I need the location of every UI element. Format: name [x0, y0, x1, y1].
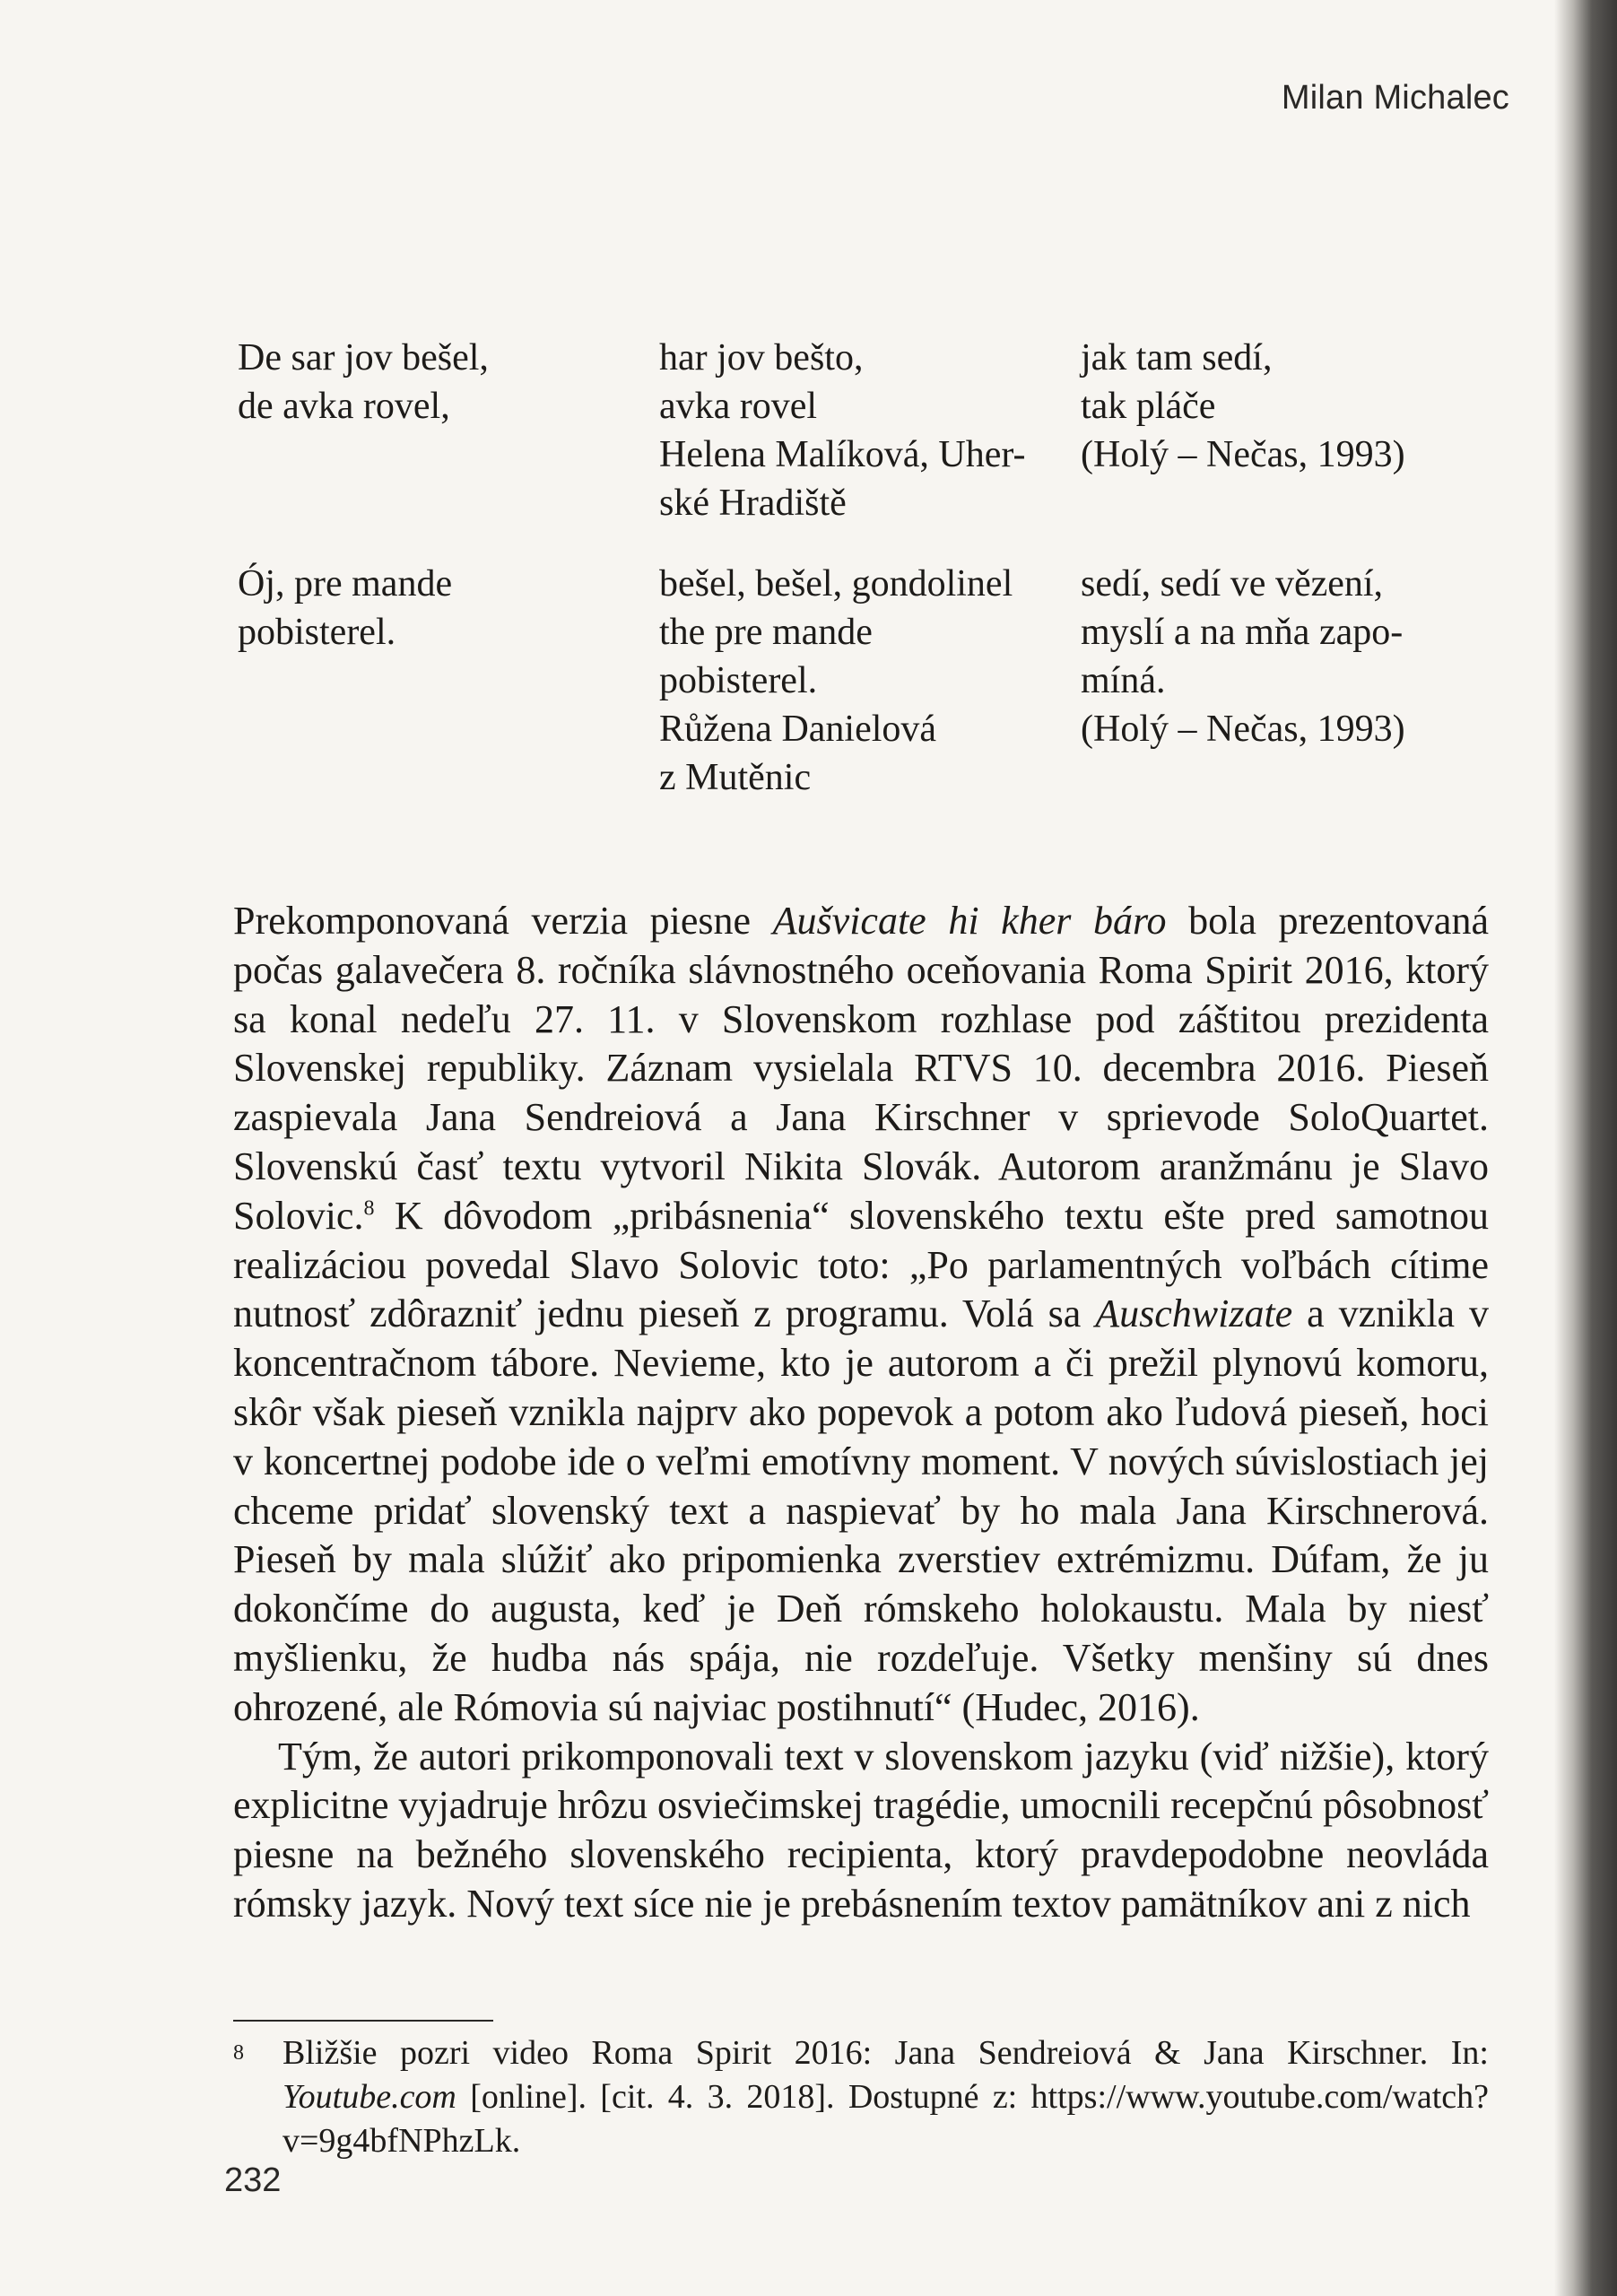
footnote-rule [233, 2020, 493, 2022]
poem-line: (Holý – Nečas, 1993) [1081, 434, 1405, 475]
poem-line: míná. [1081, 660, 1166, 701]
poem-line: sedí, sedí ve vězení, [1081, 563, 1384, 604]
page-number: 232 [224, 2161, 282, 2199]
poem-line: z Mutěnic [659, 757, 812, 798]
poem-line: tak pláče [1081, 386, 1216, 427]
poem-line: De sar jov bešel, [238, 337, 489, 378]
poem-line: Růžena Danielová [659, 709, 937, 750]
poem-line: jak tam sedí, [1081, 337, 1273, 378]
poem-line: bešel, bešel, gondolinel [659, 563, 1013, 604]
poem-column-translation [1081, 334, 1448, 527]
poem-stanza [238, 560, 1448, 802]
poem-column-romani [238, 334, 659, 527]
poem-table [238, 334, 1448, 834]
song-title: Aušvicate hi kher báro [772, 899, 1167, 943]
poem-column-variant [659, 334, 1081, 527]
footnote-mark: 8 [233, 2041, 244, 2065]
poem-line: Ój, pre mande [238, 563, 453, 604]
poem-stanza [238, 334, 1448, 527]
poem-line: avka rovel [659, 386, 818, 427]
poem-column-romani [238, 560, 659, 802]
poem-line: ské Hradiště [659, 483, 847, 524]
text-run: Prekomponovaná verzia piesne [233, 899, 773, 943]
paragraph [233, 897, 1489, 1733]
footnote-text [283, 2031, 1489, 2163]
poem-line: har jov bešto, [659, 337, 864, 378]
text-run: bola prezentovaná počas galavečera 8. ročníka slávnostného oceňovania Roma Spirit 2016, ktorý sa konal nedeľu 27. 11. v Slovenskom rozhlase pod záštitou prezidenta Slovenskej republiky. Záznam vysielala RTVS 10. decembra 2016. Pieseň zaspievala Jana Sendreiová a Jana Kirschner v sprievode SoloQuartet. Slovenskú časť textu vytvoril Nikita Slovák. Autorom aranžmánu je Slavo Solovic. [233, 899, 1489, 1238]
poem-column-translation [1081, 560, 1448, 802]
text-run: K dôvodom „pribásnenia“ slovenského textu ešte pred samotnou realizáciou povedal Slavo Solovic toto: „Po parlamentných voľbách cítime nutnosť zdôrazniť jednu pieseň z programu. Volá sa [233, 1193, 1489, 1336]
footnote [233, 2031, 1489, 2163]
text-run: [online]. [cit. 4. 3. 2018]. Dostupné z: https://www.youtube.com/watch?v=9g4bfNPhzLk. [283, 2078, 1489, 2160]
song-title: Auschwizate [1095, 1292, 1293, 1336]
poem-line: Helena Malíková, Uher- [659, 434, 1026, 475]
text-run: a vznikla v koncentračnom tábore. Nevieme, kto je autorom a či prežil plynovú komoru, skôr však pieseň vznikla najprv ako popevok a potom ako ľudová pieseň, hoci v koncertnej podobe ide o veľmi emotívny moment. V nových súvislostiach jej chceme pridať slovenský text a naspievať by ho mala Jana Kirschnerová. Pieseň by mala slúžiť ako pripomienka zverstiev extrémizmu. Dúfam, že ju dokončíme do augusta, keď je Deň rómskeho holokaustu. Mala by niesť myšlienku, že hudba nás spája, nie rozdeľuje. Všetky menšiny sú dnes ohrozené, ale Rómovia sú najviac postihnutí“ (Hudec, 2016). [233, 1292, 1489, 1729]
body-text [233, 897, 1489, 1929]
poem-line: pobisterel. [659, 660, 818, 701]
binding-shadow [1554, 0, 1617, 2296]
footnote-reference: 8 [363, 1196, 375, 1221]
poem-line: myslí a na mňa zapo- [1081, 612, 1404, 653]
source-title: Youtube.com [283, 2078, 456, 2116]
poem-line: the pre mande [659, 612, 873, 653]
poem-line: (Holý – Nečas, 1993) [1081, 709, 1405, 750]
text-run: Bližšie pozri video Roma Spirit 2016: Jana Sendreiová & Jana Kirschner. In: [283, 2034, 1489, 2072]
poem-line: de avka rovel, [238, 386, 450, 427]
poem-line: pobisterel. [238, 612, 396, 653]
poem-column-variant [659, 560, 1081, 802]
paragraph: Tým, že autori prikomponovali text v slovenskom jazyku (viď nižšie), ktorý explicitne vyjadruje hrôzu osviečimskej tragédie, umocnili recepčnú pôsobnosť piesne na bežného slovenského recipienta, ktorý pravdepodobne neovláda rómsky jazyk. Nový text síce nie je prebásnením textov pamätníkov ani z nich [233, 1734, 1489, 1926]
running-head-author: Milan Michalec [1281, 79, 1509, 117]
